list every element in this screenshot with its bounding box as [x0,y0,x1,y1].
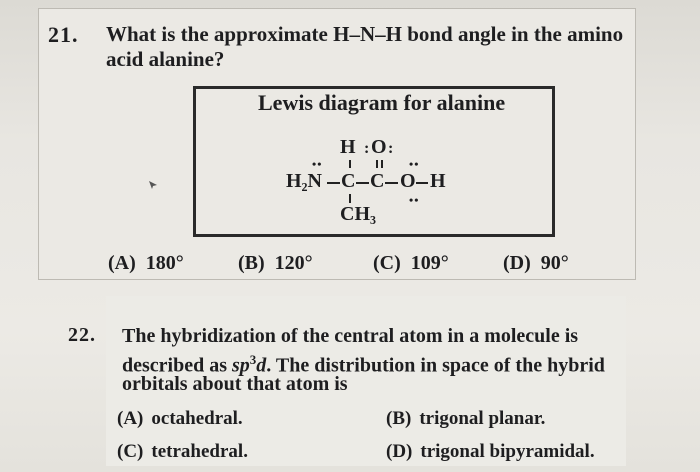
choice-value: octahedral. [151,408,243,429]
q22-choice-d[interactable] [386,441,595,463]
arrow-cursor-icon [148,180,158,190]
question-22-text-line3: orbitals about that atom is [122,373,348,395]
question-21-number: 21. [48,22,79,47]
lone-pair-dots: •• [312,157,323,171]
lone-pair-dots: : [364,140,371,157]
choice-label: (A) [117,408,144,429]
choice-value: 180° [145,252,184,274]
lewis-o-mid: O [400,170,416,192]
text-superscript: 3 [249,352,257,367]
text-d-italic: d [256,354,267,377]
bond-o-h [416,182,428,184]
question-21-text-line2: acid alanine? [106,47,225,71]
question-22-text-line1: The hybridization of the central atom in a molecule is [122,325,579,347]
bond-c1-h [349,160,351,168]
choice-label: (A) [108,252,136,274]
choice-value: 120° [274,252,313,274]
q22-choice-a[interactable] [117,408,243,430]
lewis-c2: C [370,170,385,192]
choice-label: (C) [117,441,144,462]
choice-label: (B) [238,252,265,274]
choice-label: (D) [503,252,531,274]
lone-pair-dots: •• [409,157,420,171]
bond-c1-c2 [356,182,369,184]
q22-choice-b[interactable] [386,408,545,430]
lewis-h-top: H [340,136,356,158]
choice-value: trigonal planar. [419,408,546,429]
lewis-ch3: CH₃ [340,203,376,225]
q21-choice-a[interactable] [108,252,184,275]
bond-c2-o [385,182,398,184]
bond-n-c1 [327,182,340,184]
q21-choice-c[interactable] [373,252,449,275]
lewis-c1: C [341,170,356,192]
bond-c2-o-double-a [376,160,378,168]
lewis-o-top: O [371,136,387,158]
choice-value: 109° [410,252,449,274]
q21-choice-b[interactable] [238,252,313,275]
choice-label: (B) [386,408,412,429]
text-segment: . The distribution in space of the hybrid [266,354,605,377]
bond-c2-o-double-b [381,160,383,168]
choice-value: tetrahedral. [151,441,248,462]
lewis-diagram-title: Lewis diagram for alanine [258,90,506,115]
q22-choice-c[interactable] [117,441,248,463]
lone-pair-dots: •• [409,193,420,207]
lewis-h-right: H [430,170,446,192]
bond-c1-ch3 [349,194,351,203]
q21-choice-d[interactable] [503,252,569,275]
text-sp-italic: sp [232,354,250,377]
lone-pair-dots: : [388,140,395,157]
question-21-text-line1: What is the approximate H–N–H bond angle in the amino [106,22,624,46]
text-segment: described as [122,354,232,377]
choice-value: 90° [540,252,569,274]
choice-label: (D) [386,441,413,462]
choice-label: (C) [373,252,401,274]
lewis-h2n: H₂N [286,170,322,192]
question-22-number: 22. [68,324,96,346]
choice-value: trigonal bipyramidal. [420,441,595,462]
